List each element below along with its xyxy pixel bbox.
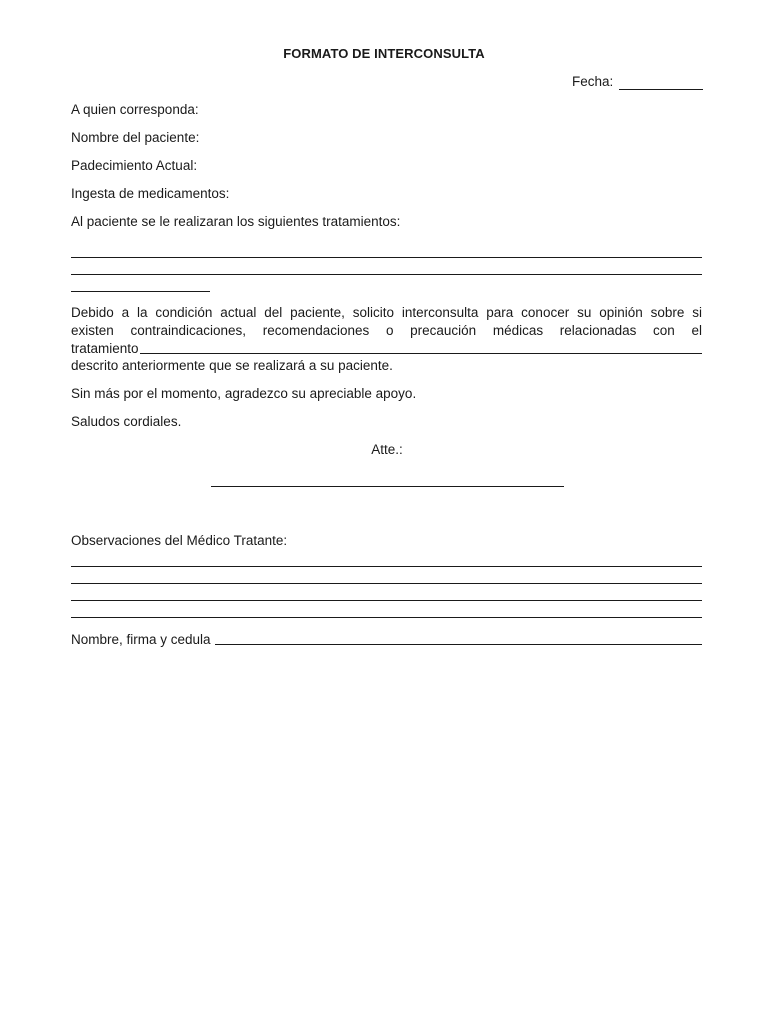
observations-label: Observaciones del Médico Tratante: — [71, 533, 288, 548]
treatments-label: Al paciente se le realizaran los siguientes tratamientos: — [71, 214, 401, 229]
patient-name-label: Nombre del paciente: — [71, 130, 200, 145]
treatments-line-3[interactable] — [71, 291, 210, 292]
current-condition-label: Padecimiento Actual: — [71, 158, 198, 173]
treatments-line-1[interactable] — [71, 257, 702, 258]
observations-line-4[interactable] — [71, 617, 702, 618]
name-signature-cedula-blank[interactable] — [215, 644, 702, 645]
regards-text: Saludos cordiales. — [71, 414, 182, 429]
observations-line-1[interactable] — [71, 566, 702, 567]
form-title: FORMATO DE INTERCONSULTA — [283, 46, 485, 61]
signature-fill-row — [71, 632, 702, 648]
atte-label: Atte.: — [371, 442, 403, 457]
request-paragraph-line-3: tratamiento — [71, 341, 139, 356]
medication-label: Ingesta de medicamentos: — [71, 186, 230, 201]
signature-label: Nombre, firma y cedula — [71, 632, 211, 647]
observations-line-2[interactable] — [71, 583, 702, 584]
request-paragraph-line-1: Debido a la condición actual del paciente, solicito interconsulta para conocer su opinión sobre si — [71, 305, 702, 320]
treatments-line-2[interactable] — [71, 274, 702, 275]
signature-line[interactable] — [211, 486, 564, 487]
thanks-text: Sin más por el momento, agradezco su apreciable apoyo. — [71, 386, 417, 401]
date-label: Fecha: — [572, 74, 614, 89]
treatment-fill-line — [71, 341, 702, 357]
treatment-blank[interactable] — [140, 353, 702, 354]
observations-line-3[interactable] — [71, 600, 702, 601]
request-paragraph-line-4: descrito anteriormente que se realizará a su paciente. — [71, 358, 393, 373]
request-paragraph-line-2: existen contraindicaciones, recomendaciones o precaución médicas relacionadas con el — [71, 323, 702, 338]
salutation: A quien corresponda: — [71, 102, 199, 117]
date-field-line[interactable] — [619, 89, 703, 90]
